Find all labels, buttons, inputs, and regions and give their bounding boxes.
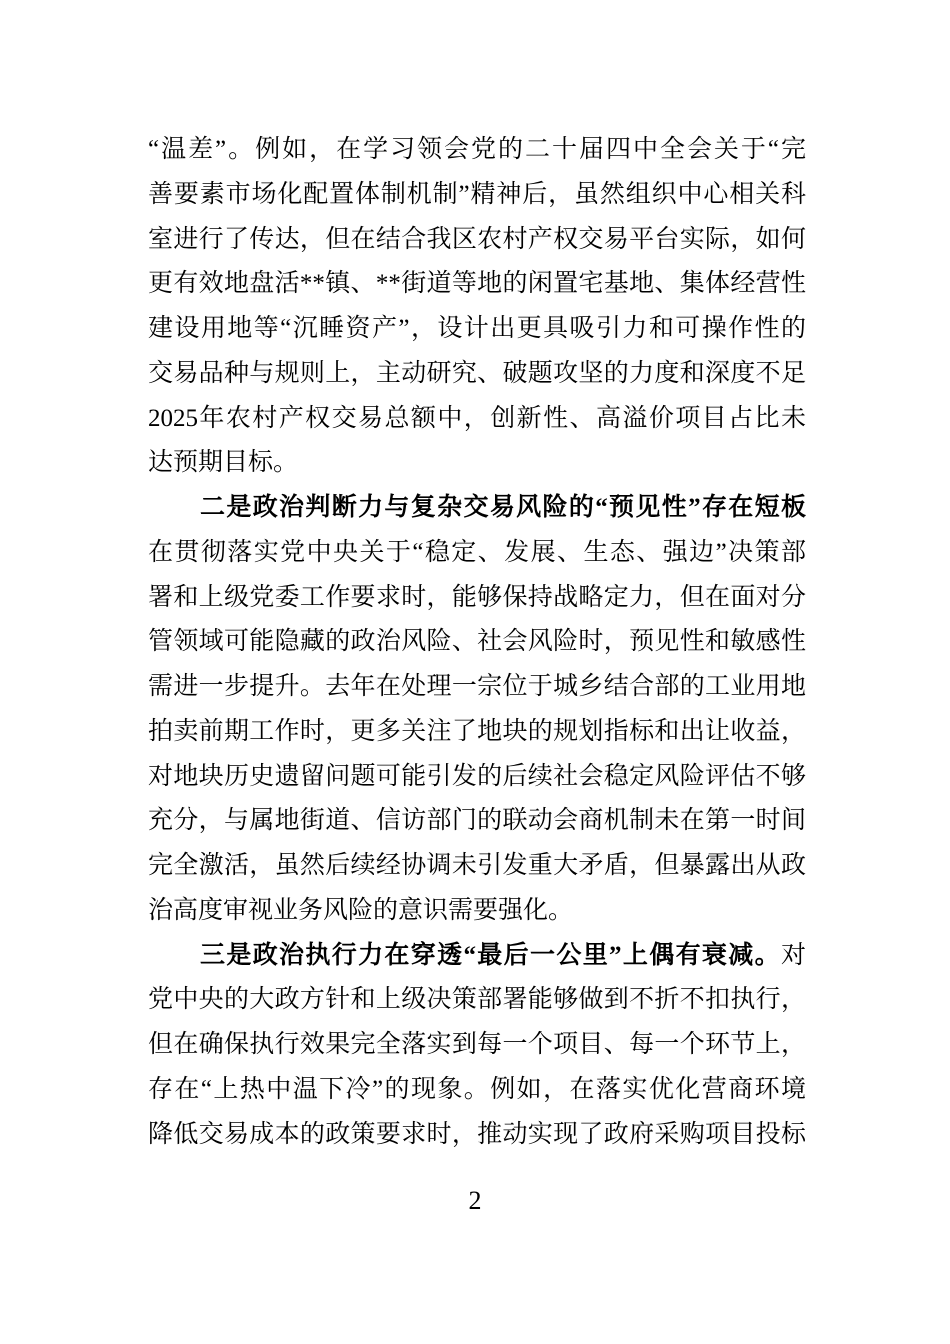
body-text: 更有效地盘活**镇、**街道等地的闲置宅基地、集体经营性 bbox=[148, 270, 806, 298]
body-text: 对 bbox=[780, 941, 806, 969]
body-text: 2025年农村产权交易总额中，创新性、高溢价项目占比未 bbox=[148, 404, 806, 432]
body-text: 署和上级党委工作要求时，能够保持战略定力，但在面对分 bbox=[148, 583, 806, 611]
paragraph-2-line bbox=[148, 894, 806, 928]
paragraph-2-line bbox=[148, 625, 806, 659]
paragraph-1-line bbox=[148, 446, 806, 480]
body-text: 管领域可能隐藏的政治风险、社会风险时，预见性和敏感性 bbox=[148, 628, 806, 656]
paragraph-1-line bbox=[148, 133, 806, 167]
paragraph-2-line bbox=[148, 670, 806, 704]
paragraph-2-line bbox=[148, 849, 806, 883]
body-text: 充分，与属地街道、信访部门的联动会商机制未在第一时间 bbox=[148, 807, 806, 835]
paragraph-3-line bbox=[148, 1028, 806, 1062]
paragraph-1-line bbox=[148, 357, 806, 391]
page-number: 2 bbox=[468, 1186, 482, 1215]
body-text: 室进行了传达，但在结合我区农村产权交易平台实际，如何 bbox=[148, 225, 806, 253]
paragraph-2-line bbox=[148, 760, 806, 794]
paragraph-3-line bbox=[148, 1073, 806, 1107]
body-text: 建设用地等“沉睡资产”，设计出更具吸引力和可操作性的 bbox=[148, 315, 806, 342]
body-text: 但在确保执行效果完全落实到每一个项目、每一个环节上， bbox=[148, 1031, 806, 1058]
body-text: 需进一步提升。去年在处理一宗位于城乡结合部的工业用地 bbox=[148, 673, 806, 700]
paragraph-2-line bbox=[148, 581, 806, 615]
body-text: 存在“上热中温下冷”的现象。例如，在落实优化营商环境 bbox=[148, 1075, 806, 1103]
body-text: 降低交易成本的政策要求时，推动实现了政府采购项目投标 bbox=[148, 1120, 806, 1148]
paragraph-1-line bbox=[148, 312, 806, 346]
paragraph-2-line bbox=[148, 536, 806, 570]
paragraph-1-line bbox=[148, 178, 806, 212]
paragraph-3-line bbox=[200, 939, 806, 973]
section-heading: 二是政治判断力与复杂交易风险的“预见性”存在短板 bbox=[200, 494, 806, 521]
paragraph-3-line bbox=[148, 983, 806, 1017]
paragraph-1-line bbox=[148, 267, 806, 301]
body-text: 善要素市场化配置体制机制”精神后，虽然组织中心相关科 bbox=[148, 180, 806, 208]
body-text: “温差”。例如，在学习领会党的二十届四中全会关于“完 bbox=[148, 136, 806, 163]
body-text: 治高度审视业务风险的意识需要强化。 bbox=[148, 896, 574, 924]
paragraph-2-line bbox=[200, 491, 806, 525]
body-text: 在贯彻落实党中央关于“稳定、发展、生态、强边”决策部 bbox=[148, 538, 806, 566]
body-text: 达预期目标。 bbox=[148, 449, 299, 477]
body-text: 完全激活，虽然后续经协调未引发重大矛盾，但暴露出从政 bbox=[148, 852, 806, 879]
paragraph-1-line bbox=[148, 402, 806, 436]
paragraph-3-line bbox=[148, 1118, 806, 1152]
section-heading: 三是政治执行力在穿透“最后一公里”上偶有衰减。 bbox=[200, 941, 781, 969]
paragraph-2-line bbox=[148, 715, 806, 749]
body-text: 拍卖前期工作时，更多关注了地块的规划指标和出让收益， bbox=[148, 717, 806, 745]
body-text: 党中央的大政方针和上级决策部署能够做到不折不扣执行， bbox=[148, 986, 806, 1014]
paragraph-1-line bbox=[148, 223, 806, 257]
body-text: 交易品种与规则上，主动研究、破题攻坚的力度和深度不足 bbox=[148, 359, 806, 387]
body-text: 对地块历史遗留问题可能引发的后续社会稳定风险评估不够 bbox=[148, 762, 806, 790]
paragraph-2-line bbox=[148, 804, 806, 838]
